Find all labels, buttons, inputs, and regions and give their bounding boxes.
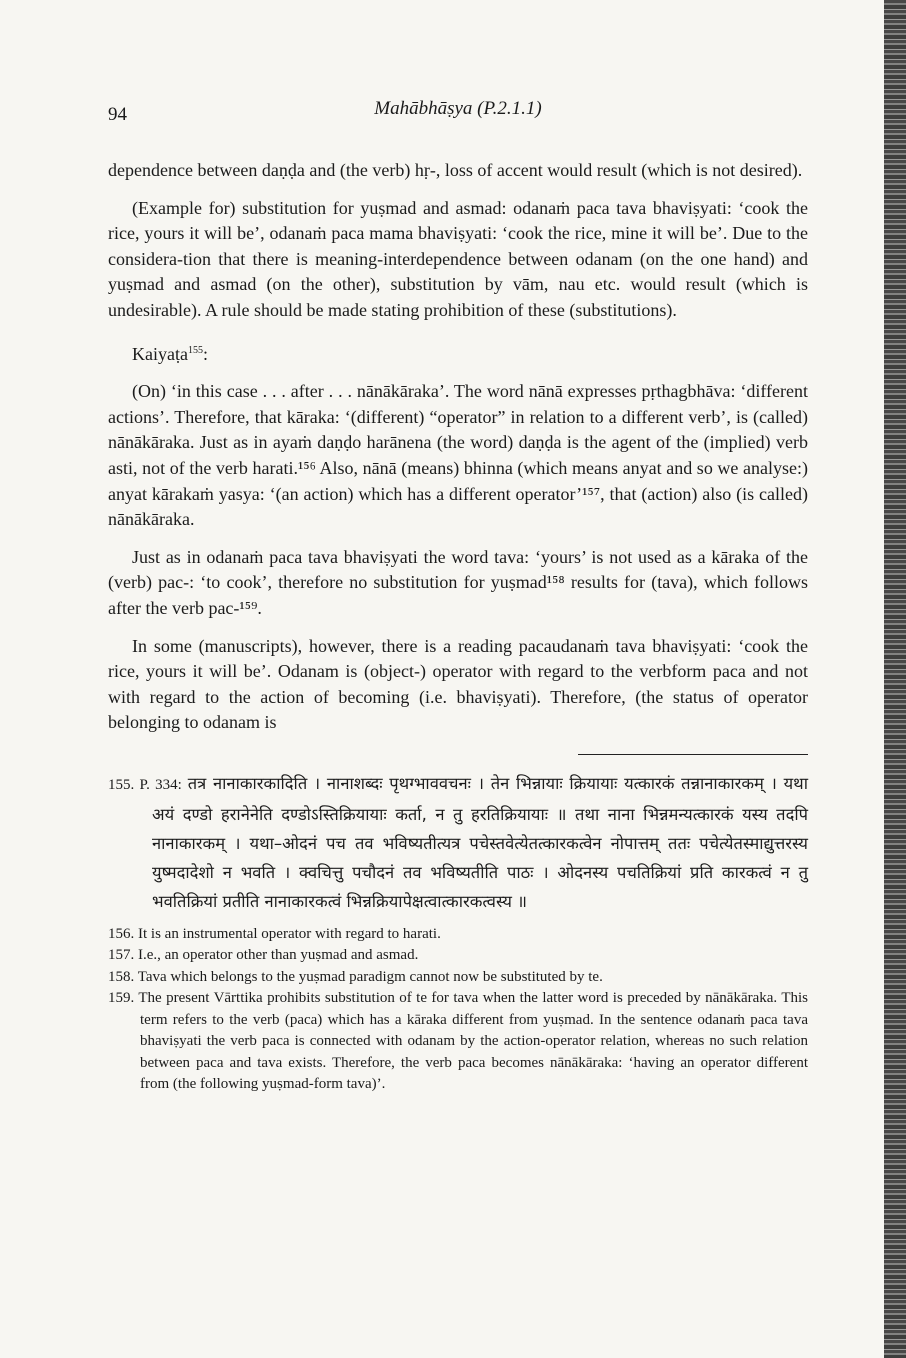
paragraph-3: (On) ‘in this case . . . after . . . nānākāraka’. The word nānā expresses pṛthagbhāva: ‘different actions’. Therefore, that kāraka: ‘(different) “operator” in relation to a different verb’, is (called) nānākāraka. Just as in ayaṁ daṇḍo harānena (the word) daṇḍa is the agent of the (implied) verb asti, not of the verb harati.¹⁵⁶ Also, nānā (means) bhinna (which means anyat and so we analyse:) anyat kārakaṁ yasya: ‘(an action) which has a different operator’¹⁵⁷, that (action) also (is called) nānākāraka. xyxy=(108,381,808,530)
scanned-page-edge xyxy=(884,0,906,1358)
paragraph-2: (Example for) substitution for yuṣmad and asmad: odanaṁ paca tava bhaviṣyati: ‘cook the rice, yours it will be’, odanaṁ paca mama bhaviṣyati: ‘cook the rice, mine it will be’. Due to the considera-tion that there is meaning-interdependence between odanam (on the one hand) and yuṣmad and asmad (on the other), substitution by vām, nau etc. would result (which is undesirable). A rule should be made stating prohibition of these (substitutions). xyxy=(108,197,808,320)
page-number: 94 xyxy=(108,104,127,125)
paragraph-1: dependence between daṇḍa and (the verb) hṛ-, loss of accent would result (which is not desired). xyxy=(108,160,803,180)
footnotes xyxy=(108,924,808,1096)
sanskrit-footnote-text: तत्र नानाकारकादिति । नानाशब्दः पृथग्भाववचनः । तेन भिन्नायाः क्रियायाः यत्कारकं तन्नानाकारकम् । यथा अयं दण्डो हरानेनेति दण्डोऽस्तिक्रियायाः कर्ता, न तु हरतिक्रियायाः ॥ तथा नाना भिन्नमन्यत्कारकं यस्य तदपि नानाकारकम् । यथा–ओदनं पच तव भविष्यतीत्यत्र पचेस्तवेत्येतत्कारकत्वेन नोपात्तम् ततः पचेत्येतस्माद्युत्तरस्य युष्मदादेशो न भवति । क्वचित्तु पचौदनं तव भविष्यतीति पाठः । ओदनस्य पचतिक्रियां प्रति कारकत्वं न तु भवतिक्रियां प्रतीति नानाकारकत्वं भिन्नक्रियापेक्षत्वात्कारकत्वस्य ॥ xyxy=(152,773,808,911)
footnote-156: 156. It is an instrumental operator with regard to harati. xyxy=(108,925,441,942)
footnote-rule xyxy=(578,754,808,755)
sanskrit-footnote-label: 155. P. 334: xyxy=(108,776,182,793)
paragraph-5: In some (manuscripts), however, there is a reading pacaudanaṁ tava bhaviṣyati: ‘cook the rice, yours it will be’. Odanam is (object-) operator with regard to the verbform paca and not with regard to the action of becoming (i.e. bhaviṣyati). Therefore, (the status of operator belonging to odanam is xyxy=(108,635,808,733)
kaiyata-label: Kaiyaṭa xyxy=(132,343,188,364)
main-text xyxy=(108,158,808,736)
book-page xyxy=(108,98,808,1096)
footnote-159: 159. The present Vārttika prohibits substitution of te for tava when the latter word is preceded by nānākāraka. This term refers to the verb (paca) which has a kāraka different from yuṣmad. In the sentence odanaṁ paca tava bhaviṣyati the verb paca is connected with odanam by the action-operator relation, whereas no such relation between paca and tava exists. Therefore, the verb paca becomes nānākāraka: ‘having an operator different from (the following yuṣmad-form tava)’. xyxy=(108,990,808,1093)
page-header xyxy=(108,98,808,128)
kaiyata-footnote-ref: 155 xyxy=(187,344,203,356)
footnote-158: 158. Tava which belongs to the yuṣmad paradigm cannot now be substituted by te. xyxy=(108,968,603,985)
running-title: Mahābhāṣya (P.2.1.1) xyxy=(374,98,542,119)
footnote-157: 157. I.e., an operator other than yuṣmad and asmad. xyxy=(108,947,419,964)
kaiyata-heading: Kaiyaṭa$^{155}$: xyxy=(132,343,208,364)
sanskrit-footnote xyxy=(108,769,808,916)
paragraph-4: Just as in odanaṁ paca tava bhaviṣyati the word tava: ‘yours’ is not used as a kāraka of the (verb) pac-: ‘to cook’, therefore no substitution for yuṣmad¹⁵⁸ results for (tava), which follows after the verb pac-¹⁵⁹. xyxy=(108,546,808,618)
